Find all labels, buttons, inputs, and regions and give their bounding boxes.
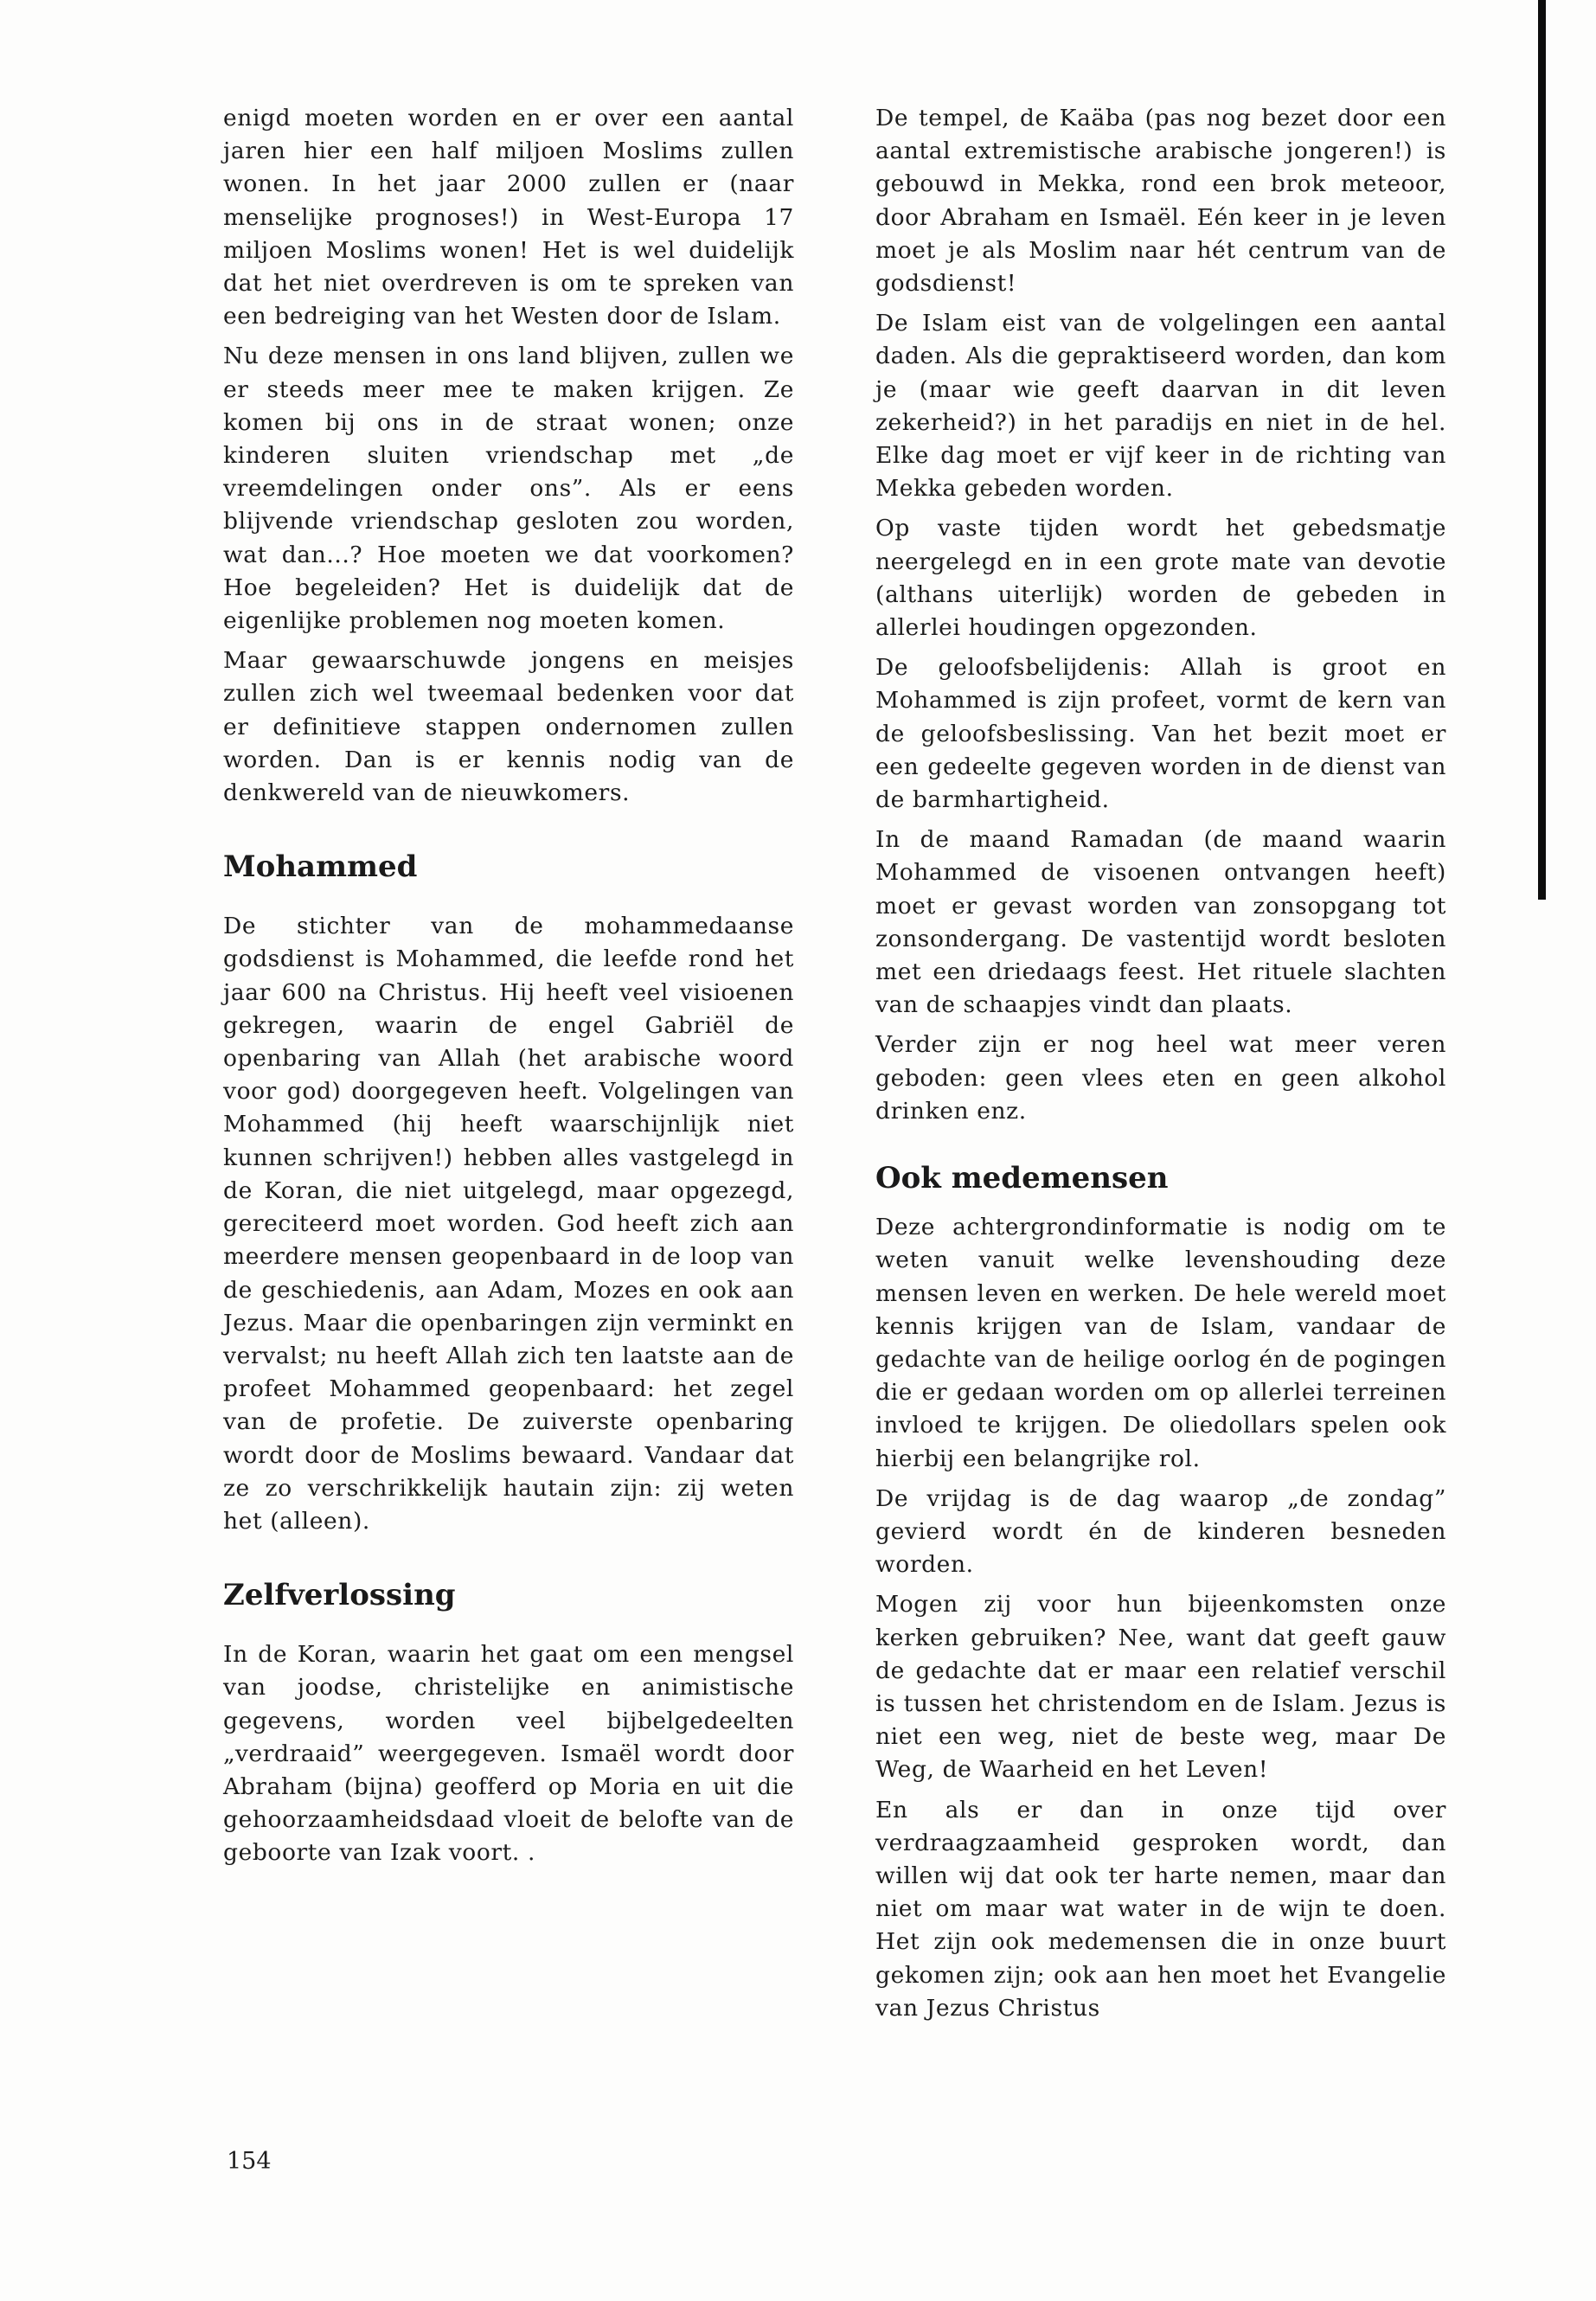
paragraph-achtergrond: Deze achtergrondinformatie is nodig om te weten vanuit welke levenshouding deze mensen leven en werken. De hele wereld moet kennis krijgen van de Islam, vandaar de gedachte van de heilige oorlog én de pogingen die er gedaan worden om op allerlei terreinen invloed te krijgen. De oliedollars spelen ook hierbij een belangrijke rol.: [875, 1214, 1446, 1472]
paragraph-zelfverlossing: In de Koran, waarin het gaat om een mengsel van joodse, christelijke en animistische gegevens, worden veel bijbelgedeelten „verdraaid” weergegeven. Ismaël wordt door Abraham (bijna) geofferd op Moria en uit die gehoorzaamheidsdaad vloeit de belofte van de geboorte van Izak voort. .: [223, 1641, 794, 1867]
paragraph-geboden: Verder zijn er nog heel wat meer veren geboden: geen vlees eten en geen alkohol drinken enz.: [875, 1031, 1446, 1125]
right-column: [875, 102, 1446, 2032]
heading-ook-medemensen: Ook medemensen: [875, 1161, 1169, 1196]
paragraph-bijeenkomsten: Mogen zij voor hun bijeenkomsten onze kerken gebruiken? Nee, want dat geeft gauw de gedachte dat er maar een relatief verschil is tussen het christendom en de Islam. Jezus is niet een weg, niet de beste weg, maar De Weg, de Waarheid en het Leven!: [875, 1591, 1446, 1784]
scan-edge-bar: [1538, 0, 1546, 900]
paragraph-mohammed: De stichter van de mohammedaanse godsdienst is Mohammed, die leefde rond het jaar 600 na Christus. Hij heeft veel visioenen gekregen, waarin de engel Gabriël de openbaring van Allah (het arabische woord voor god) doorgegeven heeft. Volgelingen van Mohammed (hij heeft waarschijnlijk niet kunnen schrijven!) hebben alles vastgelegd in de Koran, die niet uitgelegd, maar opgezegd, gereciteerd moet worden. God heeft zich aan meerdere mensen geopenbaard in de loop van de geschiedenis, aan Adam, Mozes en ook aan Jezus. Maar die openbaringen zijn verminkt en vervalst; nu heeft Allah zich ten laatste aan de profeet Mohammed geopenbaard: het zegel van de profetie. De zuiverste openbaring wordt door de Moslims bewaard. Vandaar dat ze zo verschrikkelijk hautain zijn: zij weten het (alleen).: [223, 913, 794, 1535]
paragraph-intro-2: Nu deze mensen in ons land blijven, zullen we er steeds meer mee te maken krijgen. Ze komen bij ons in de straat wonen; onze kinderen sluiten vriendschap met „de vreemdelingen onder ons”. Als er eens blijvende vriendschap gesloten zou worden, wat dan...? Hoe moeten we dat voorkomen? Hoe begeleiden? Het is duidelijk dat de eigenlijke problemen nog moeten komen.: [223, 343, 794, 635]
paragraph-intro-3: Maar gewaarschuwde jongens en meisjes zullen zich wel tweemaal bedenken voor dat er definitieve stappen ondernomen zullen worden. Dan is er kennis nodig van de denkwereld van de nieuwkomers.: [223, 647, 794, 807]
heading-zelfverlossing: Zelfverlossing: [223, 1578, 456, 1613]
paragraph-ramadan: In de maand Ramadan (de maand waarin Mohammed de visoenen ontvangen heeft) moet er gevast worden van zonsopgang tot zonsondergang. De vastentijd wordt besloten met een driedaags feest. Het rituele slachten van de schaapjes vindt dan plaats.: [875, 826, 1446, 1019]
paragraph-verdraagzaamheid: En als er dan in onze tijd over verdraagzaamheid gesproken wordt, dan willen wij dat ook ter harte nemen, maar dan niet om maar wat water in de wijn te doen. Het zijn ook medemensen die in onze buurt gekomen zijn; ook aan hen moet het Evangelie van Jezus Christus: [875, 1796, 1446, 2022]
left-column: [223, 102, 794, 1877]
paragraph-gebedsmatje: Op vaste tijden wordt het gebedsmatje neergelegd en in een grote mate van devotie (althans uiterlijk) worden de gebeden in allerlei houdingen opgezonden.: [875, 515, 1446, 642]
paragraph-geloofsbelijdenis: De geloofsbelijdenis: Allah is groot en Mohammed is zijn profeet, vormt de kern van de geloofsbeslissing. Van het bezit moet er een gedeelte gegeven worden in de dienst van de barmhartigheid.: [875, 654, 1446, 814]
paragraph-intro-1: enigd moeten worden en er over een aantal jaren hier een half miljoen Moslims zullen wonen. In het jaar 2000 zullen er (naar menselijke prognoses!) in West-Europa 17 miljoen Moslims wonen! Het is wel duidelijk dat het niet overdreven is om te spreken van een bedreiging van het Westen door de Islam.: [223, 105, 794, 330]
paragraph-daden: De Islam eist van de volgelingen een aantal daden. Als die gepraktiseerd worden, dan kom je (maar wie geeft daarvan in dit leven zekerheid?) in het paradijs en niet in de hel. Elke dag moet er vijf keer in de richting van Mekka gebeden worden.: [875, 310, 1446, 503]
paragraph-kaaba: De tempel, de Kaäba (pas nog bezet door een aantal extremistische arabische jongeren!) is gebouwd in Mekka, rond een brok meteoor, door Abraham en Ismaël. Eén keer in je leven moet je als Moslim naar hét centrum van de godsdienst!: [875, 105, 1446, 298]
page-number: 154: [227, 2148, 272, 2175]
paragraph-vrijdag: De vrijdag is de dag waarop „de zondag” gevierd wordt én de kinderen besneden worden.: [875, 1484, 1446, 1579]
heading-mohammed: Mohammed: [223, 849, 418, 885]
